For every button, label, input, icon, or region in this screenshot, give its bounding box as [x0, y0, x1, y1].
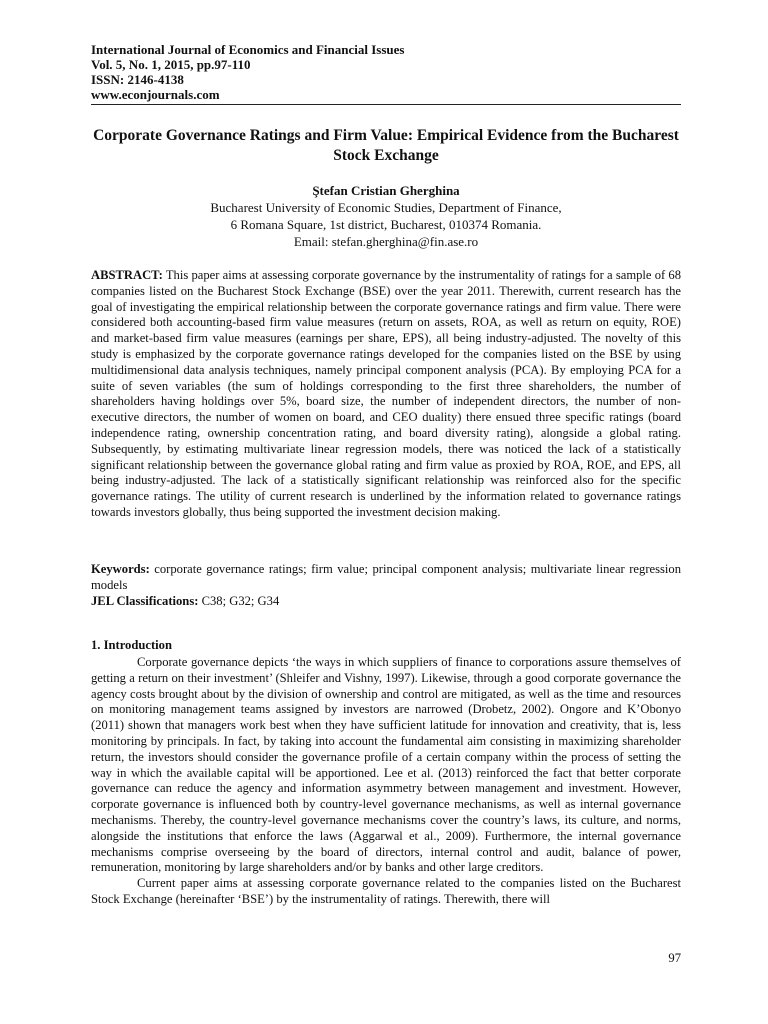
jel-label: JEL Classifications:: [91, 593, 199, 608]
introduction-paragraph-2: Current paper aims at assessing corporate governance related to the companies listed on the Bucharest Stock Exchange (hereinafter ‘BSE’) by the instrumentality of ratings. Therewith, there will: [91, 876, 681, 906]
author-block: [91, 182, 681, 250]
abstract: [91, 268, 681, 521]
jel-text: C38; G32; G34: [201, 593, 280, 608]
keywords-block: [91, 562, 681, 609]
abstract-text: This paper aims at assessing corporate governance by the instrumentality of ratings for a sample of 68 companies listed on the Bucharest Stock Exchange (BSE) over the year 2011. Therewith, current research has the goal of investigating the empirical relationship between the corporate governance ratings and firm value. There were considered both accounting-based firm value measures (return on assets, ROA, as well as return on equity, ROE) and market-based firm value measures (earnings per share, EPS), all being industry-adjusted. The novelty of this study is emphasized by the corporate governance ratings developed for the companies listed on the BSE by using multidimensional data analysis techniques, namely principal component analysis (PCA). By employing PCA for a suite of seven variables (the sum of holdings corresponding to the first three shareholders, the number of shareholders having holdings over 5%, board size, the number of independent directors, the number of non-executive directors, the number of women on board, and CEO duality) there ensued three specific ratings (board independence rating, ownership concentration rating, and board diversity rating), alongside a global rating. Subsequently, by estimating multivariate linear regression models, there was noticed the lack of a statistically significant relationship between the governance global rating and firm value as proxied by ROA, ROE, and EPS, all being industry-adjusted. The lack of a statistically significant relationship was reinforced also for the specific governance ratings. The utility of current research is underlined by the information related to governance ratings towards investors globally, thus being supported the investment decision making.: [91, 268, 682, 519]
journal-issn: ISSN: 2146-4138: [91, 72, 184, 87]
introduction-paragraph-1: Corporate governance depicts ‘the ways in which suppliers of finance to corporations assure themselves of getting a return on their investment’ (Shleifer and Vishny, 1997). Likewise, through a good corporate governance the agency costs brought about by the division of ownership and control are mitigated, as well as the time and resources on monitoring management teams assigned by investors are narrowed (Drobetz, 2002). Ongore and K’Obonyo (2011) shown that managers work best when they have sufficient latitude for innovation and creativity, that is, less monitoring by principals. In fact, by taking into account the fundamental aim consisting in maximizing shareholder return, the investors should consider the governance profile of a certain company within the process of setting the way in which the available capital will be apportioned. Lee et al. (2013) reinforced the fact that better corporate governance can reduce the agency and information asymmetry between management and investment. However, corporate governance is influenced both by country-level governance mechanisms, as well as internal governance mechanisms. Thereby, the country-level governance mechanisms cover the country’s laws, its culture, and norms, alongside the institutions that enforce the laws (Aggarwal et al., 2009). Furthermore, the internal governance mechanisms comprise overseeing by the board of directors, internal control and audit, balance of power, remuneration, monitoring by large shareholders and/or by banks and other large creditors.: [91, 655, 681, 875]
page-number: 97: [668, 951, 681, 965]
introduction-body: [91, 655, 681, 908]
journal-header: [91, 42, 681, 102]
header-divider: [91, 104, 681, 105]
section-heading-introduction: 1. Introduction: [91, 638, 172, 652]
keywords-text: corporate governance ratings; firm value; principal component analysis; multivariate linear regression models: [91, 562, 681, 592]
journal-volume: Vol. 5, No. 1, 2015, pp.97-110: [91, 57, 251, 72]
keywords-label: Keywords:: [91, 562, 150, 576]
author-email[interactable]: Email: stefan.gherghina@fin.ase.ro: [293, 234, 479, 249]
abstract-label: ABSTRACT:: [91, 268, 163, 282]
journal-website[interactable]: www.econjournals.com: [91, 87, 220, 102]
paper-title: Corporate Governance Ratings and Firm Value: Empirical Evidence from the Bucharest Stock Exchange: [93, 127, 679, 164]
journal-name: International Journal of Economics and Financial Issues: [91, 42, 405, 57]
author-name: Ştefan Cristian Gherghina: [312, 183, 460, 198]
author-address: 6 Romana Square, 1st district, Bucharest, 010374 Romania.: [230, 217, 542, 232]
author-affiliation: Bucharest University of Economic Studies, Department of Finance,: [210, 200, 562, 215]
